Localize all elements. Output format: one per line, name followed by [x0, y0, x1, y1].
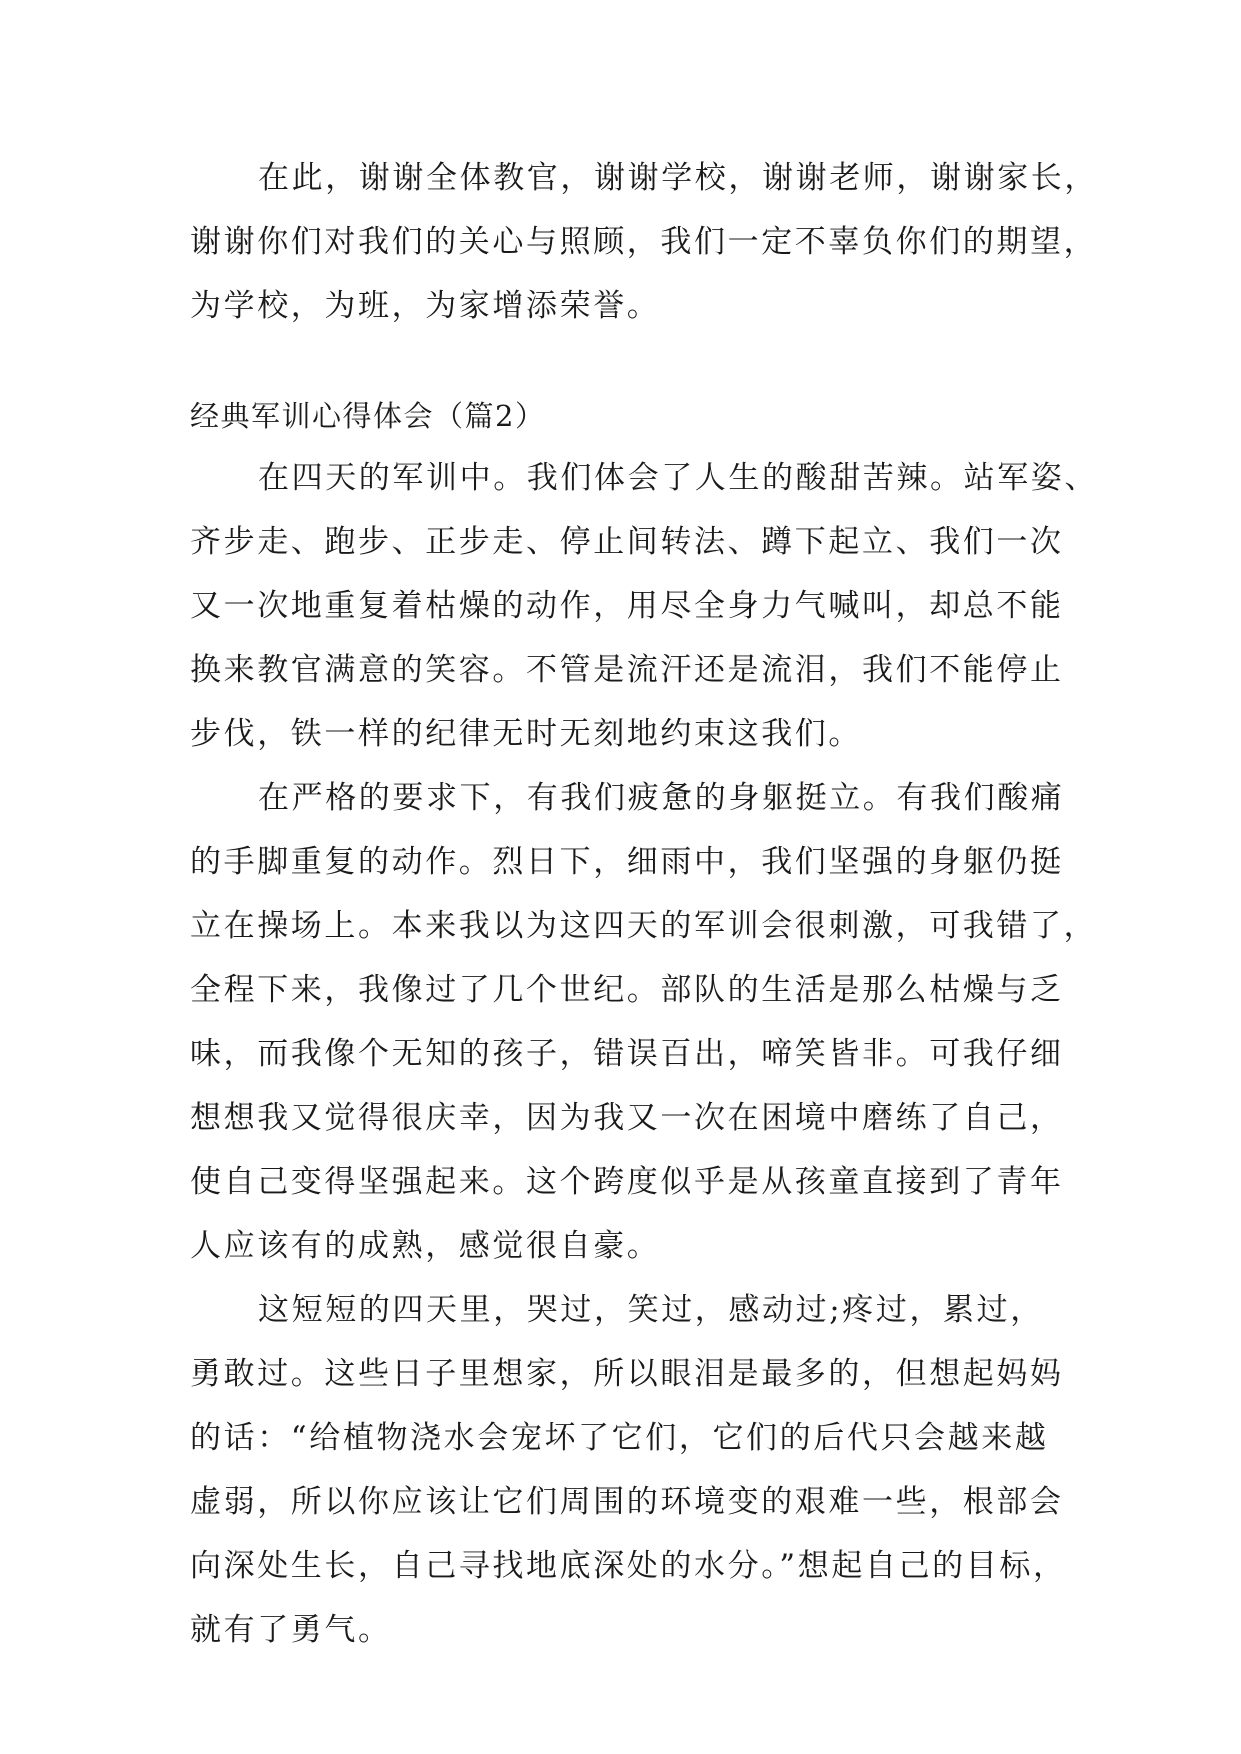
text-line: 换来教官满意的笑容。不管是流汗还是流泪，我们不能停止	[190, 652, 1064, 688]
text-line: 在此，谢谢全体教官，谢谢学校，谢谢老师，谢谢家长，	[258, 160, 1098, 196]
text-line: 为学校，为班，为家增添荣誉。	[190, 288, 661, 324]
text-line: 步伐，铁一样的纪律无时无刻地约束这我们。	[190, 716, 862, 752]
text-line: 在四天的军训中。我们体会了人生的酸甜苦辣。站军姿、	[258, 460, 1098, 496]
text-line: 勇敢过。这些日子里想家，所以眼泪是最多的，但想起妈妈	[190, 1356, 1064, 1392]
text-line: 向深处生长，自己寻找地底深处的水分。”想起自己的目标，	[190, 1548, 1067, 1584]
text-line: 就有了勇气。	[190, 1612, 392, 1648]
text-line: 的话：“给植物浇水会宠坏了它们，它们的后代只会越来越	[190, 1420, 1049, 1456]
paragraph-four-days	[190, 1278, 1070, 1662]
section-heading	[190, 384, 1070, 448]
text-line: 立在操场上。本来我以为这四天的军训会很刺激，可我错了，	[190, 908, 1098, 944]
text-line: 人应该有的成熟，感觉很自豪。	[190, 1228, 661, 1264]
paragraph-thanks	[190, 146, 1098, 338]
text-line: 齐步走、跑步、正步走、停止间转法、蹲下起立、我们一次	[190, 524, 1064, 560]
text-line: 全程下来，我像过了几个世纪。部队的生活是那么枯燥与乏	[190, 972, 1064, 1008]
text-line: 虚弱，所以你应该让它们周围的环境变的艰难一些，根部会	[190, 1484, 1064, 1520]
text-line: 又一次地重复着枯燥的动作，用尽全身力气喊叫，却总不能	[190, 588, 1064, 624]
heading-text: 经典军训心得体会（篇2）	[190, 399, 546, 433]
paragraph-training	[190, 446, 1098, 766]
text-line: 想想我又觉得很庆幸，因为我又一次在困境中磨练了自己，	[190, 1100, 1064, 1136]
text-line: 谢谢你们对我们的关心与照顾，我们一定不辜负你们的期望，	[190, 224, 1098, 260]
paragraph-strict	[190, 766, 1098, 1278]
text-line: 味，而我像个无知的孩子，错误百出，啼笑皆非。可我仔细	[190, 1036, 1064, 1072]
text-line: 使自己变得坚强起来。这个跨度似乎是从孩童直接到了青年	[190, 1164, 1064, 1200]
text-line: 在严格的要求下，有我们疲惫的身躯挺立。有我们酸痛	[258, 780, 1065, 816]
text-line: 的手脚重复的动作。烈日下，细雨中，我们坚强的身躯仍挺	[190, 844, 1064, 880]
text-line: 这短短的四天里，哭过，笑过，感动过;疼过，累过，	[258, 1292, 1044, 1328]
